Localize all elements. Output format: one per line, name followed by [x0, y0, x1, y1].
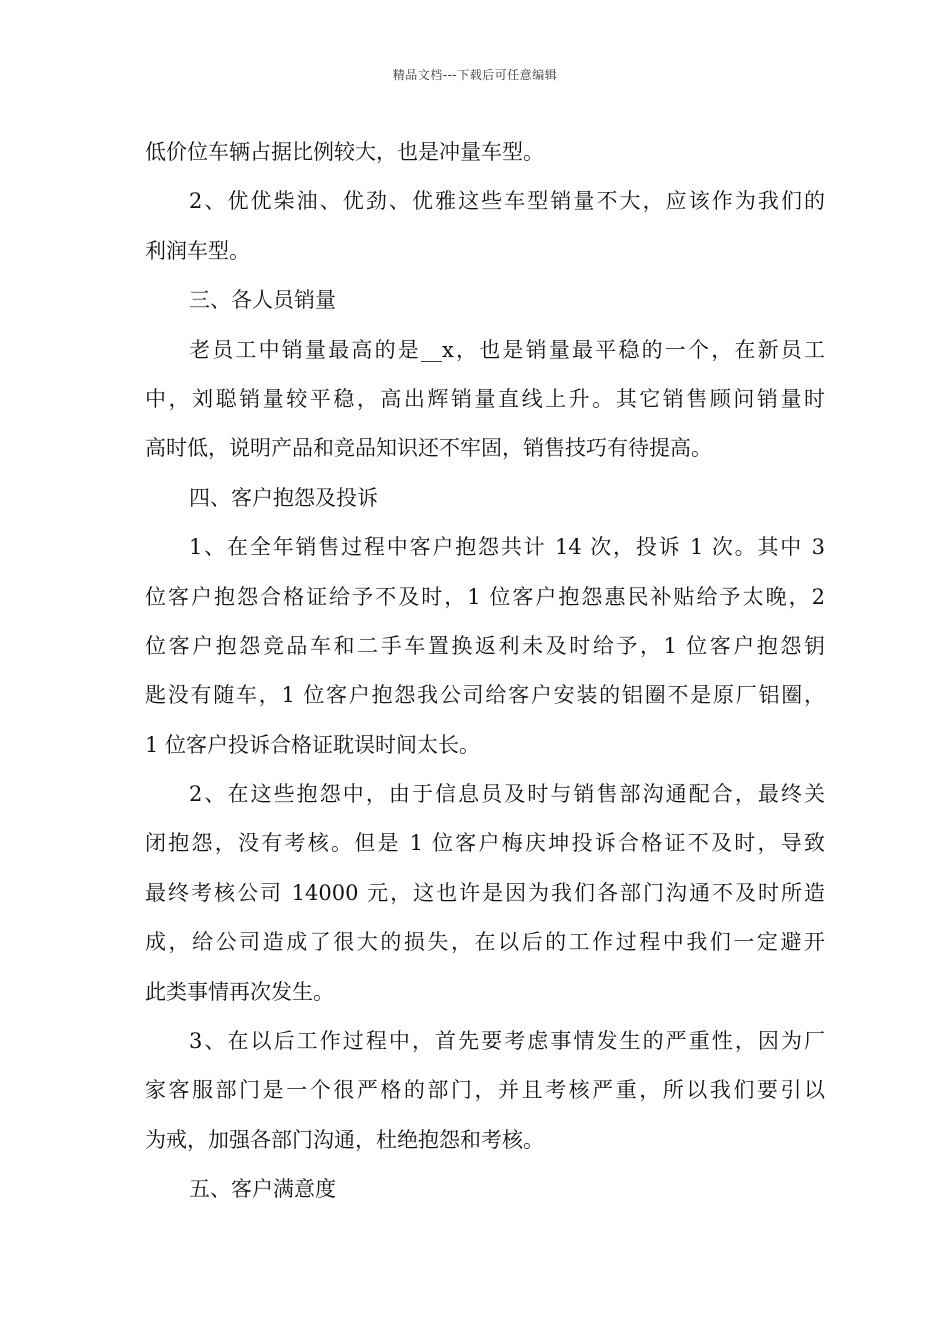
- text-line: 3、在以后工作过程中，首先要考虑事情发生的严重性，因为厂: [189, 1029, 825, 1054]
- text-line: 最终考核公司 14000 元，这也许是因为我们各部门沟通不及时所造: [145, 880, 825, 905]
- text-line: 成，给公司造成了很大的损失，在以后的工作过程中我们一定避开: [145, 930, 825, 955]
- text-line: 低价位车辆占据比例较大，也是冲量车型。: [145, 140, 544, 164]
- text-line: 2、在这些抱怨中，由于信息员及时与销售部沟通配合，最终关: [189, 782, 825, 807]
- page-header: 精品文档---下载后可任意编辑: [392, 68, 558, 82]
- text-line: 中，刘聪销量较平稳，高出辉销量直线上升。其它销售顾问销量时: [145, 386, 825, 411]
- text-line: 五、客户满意度: [189, 1177, 336, 1202]
- text-line: 三、各人员销量: [189, 288, 336, 313]
- text-line: 此类事情再次发生。: [145, 979, 334, 1004]
- text-line: 匙没有随车，1 位客户抱怨我公司给客户安装的铝圈不是原厂铝圈，: [145, 683, 825, 708]
- text-line: 位客户抱怨合格证给予不及时，1 位客户抱怨惠民补贴给予太晚，2: [145, 584, 825, 609]
- text-line: 家客服部门是一个很严格的部门，并且考核严重，所以我们要引以: [145, 1078, 825, 1103]
- text-line: 利润车型。: [145, 238, 250, 263]
- text-line: 1、在全年销售过程中客户抱怨共计 14 次，投诉 1 次。其中 3: [189, 535, 825, 560]
- text-line: 高时低，说明产品和竞品知识还不牢固，销售技巧有待提高。: [145, 436, 712, 461]
- document-body: [145, 128, 825, 1215]
- text-line: 位客户抱怨竞品车和二手车置换返利未及时给予，1 位客户抱怨钥: [145, 633, 825, 658]
- text-line: 为戒，加强各部门沟通，杜绝抱怨和考核。: [145, 1127, 544, 1152]
- text-line: 四、客户抱怨及投诉: [189, 485, 378, 510]
- text-line: 2、优优柴油、优劲、优雅这些车型销量不大，应该作为我们的: [189, 189, 825, 214]
- text-line: 1 位客户投诉合格证耽误时间太长。: [145, 732, 481, 757]
- text-line: 老员工中销量最高的是__x，也是销量最平稳的一个，在新员工: [189, 337, 825, 362]
- text-line: 闭抱怨，没有考核。但是 1 位客户梅庆坤投诉合格证不及时，导致: [145, 831, 825, 856]
